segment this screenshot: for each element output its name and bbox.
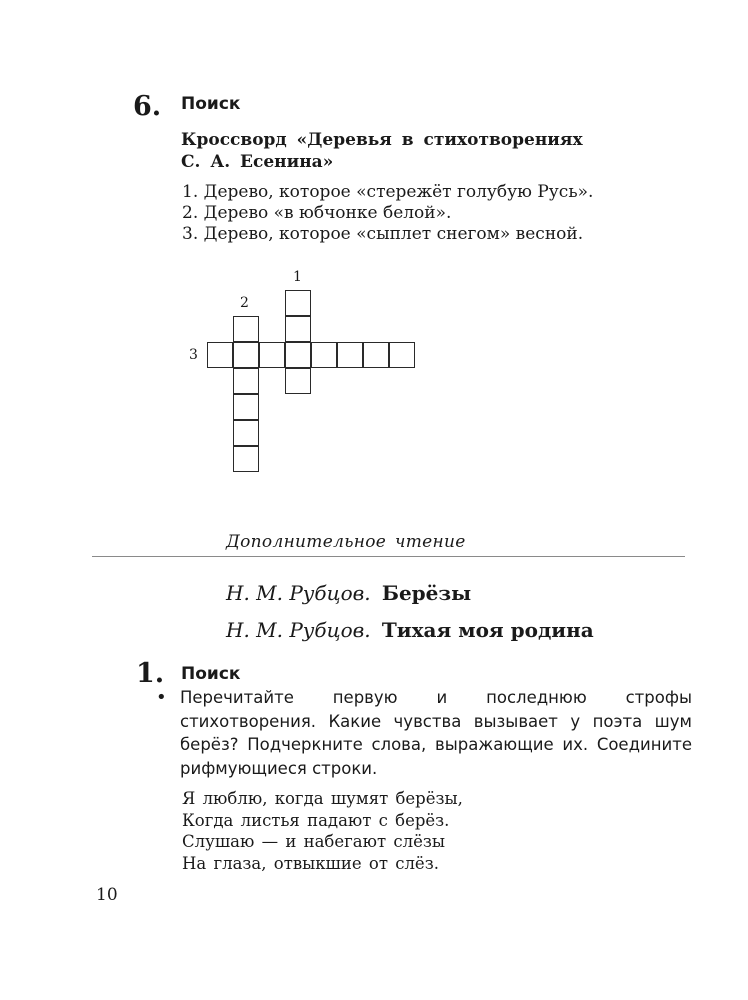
crossword-cell[interactable] <box>233 420 259 446</box>
task-title: Поиск <box>181 94 241 114</box>
crossword-cell[interactable] <box>363 342 389 368</box>
crossword-cell[interactable] <box>285 290 311 316</box>
crossword-title <box>181 129 583 173</box>
work-author: Н. М. Рубцов. <box>226 581 371 605</box>
task-number: 6. <box>133 91 162 122</box>
poem-line: Когда листья падают с берёз. <box>182 810 450 830</box>
poem-line: Я люблю, когда шумят берёзы, <box>182 789 463 808</box>
page-number: 10 <box>96 885 118 905</box>
clue-item: 3. Дерево, которое «сыплет снегом» весной. <box>182 224 584 244</box>
work-heading <box>226 620 594 641</box>
task-number: 1. <box>136 658 165 689</box>
crossword-cell[interactable] <box>259 342 285 368</box>
task-instruction: Перечитайте первую и последнюю строфы стихотворения. Какие чувства вызывает у поэта шум берёз? Подчеркните слова, выражающие их. Соедините рифмующиеся строки. <box>180 688 692 778</box>
clue-list <box>182 182 593 245</box>
crossword-cell[interactable] <box>389 342 415 368</box>
crossword-cell[interactable] <box>337 342 363 368</box>
crossword-cell[interactable] <box>233 368 259 394</box>
crossword-title-line-2: С. А. Есенина» <box>181 152 334 172</box>
poem <box>182 788 463 874</box>
crossword-title-line-1: Кроссворд «Деревья в стихотворениях <box>181 130 583 150</box>
crossword-cell[interactable] <box>207 342 233 368</box>
bullet-marker: • <box>156 687 167 708</box>
work-title: Тихая моя родина <box>381 618 594 642</box>
crossword-label-2: 2 <box>240 295 249 311</box>
work-author: Н. М. Рубцов. <box>226 618 371 642</box>
poem-line: На глаза, отвыкшие от слёз. <box>182 853 439 873</box>
clue-item: 2. Дерево «в юбчонке белой». <box>182 203 452 223</box>
crossword-cell[interactable] <box>233 446 259 472</box>
section-divider <box>92 556 685 557</box>
crossword-cell[interactable] <box>233 394 259 420</box>
section-label: Дополнительное чтение <box>226 532 466 552</box>
crossword-cell[interactable] <box>233 316 259 342</box>
poem-line: Слушаю — и набегают слёзы <box>182 832 445 851</box>
crossword-cell[interactable] <box>311 342 337 368</box>
crossword-cell[interactable] <box>285 316 311 342</box>
task-title: Поиск <box>181 664 241 684</box>
crossword-cell[interactable] <box>233 342 259 368</box>
crossword-cell[interactable] <box>285 368 311 394</box>
crossword-label-1: 1 <box>293 269 302 285</box>
clue-item: 1. Дерево, которое «стережёт голубую Русь». <box>182 182 594 202</box>
crossword-cell[interactable] <box>285 342 311 368</box>
work-title: Берёзы <box>381 581 472 605</box>
work-heading <box>226 583 471 604</box>
crossword-label-3: 3 <box>189 347 198 363</box>
